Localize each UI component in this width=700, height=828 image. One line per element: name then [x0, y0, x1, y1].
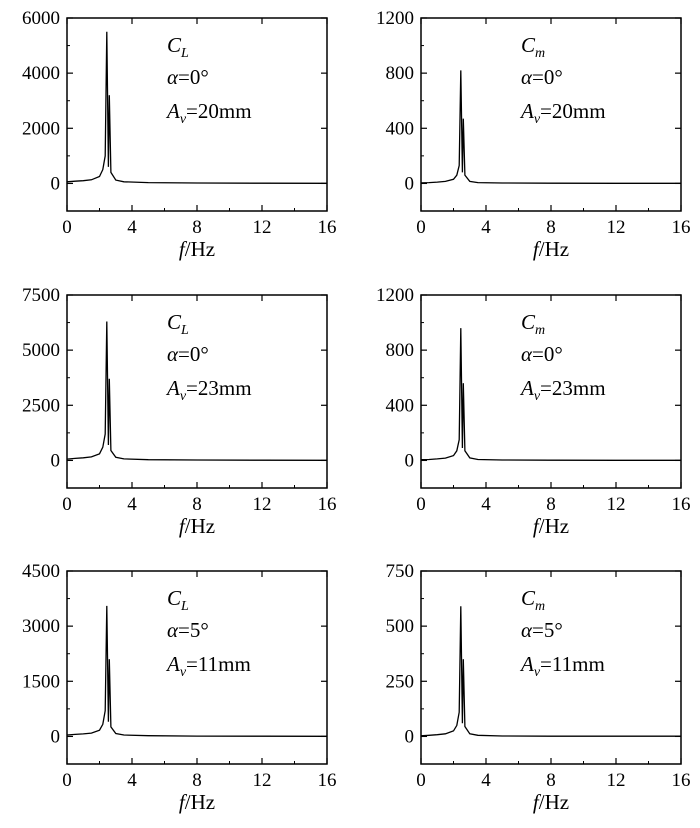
annotation-coef-symbol: C [167, 33, 182, 57]
annotation-alpha-symbol: α [521, 65, 533, 89]
annotation-amplitude [165, 99, 252, 127]
x-tick-label: 4 [481, 770, 491, 791]
y-tick-label: 750 [385, 561, 414, 582]
x-axis-label-unit: /Hz [184, 237, 216, 261]
x-axis-label-var: f [532, 514, 539, 538]
annotation-amplitude [165, 652, 251, 680]
y-tick-label: 0 [50, 726, 60, 748]
annotation-coef-subscript: m [535, 599, 546, 614]
x-tick-label: 8 [546, 494, 556, 515]
annotation-coefficient [521, 33, 545, 61]
x-tick-label: 12 [252, 217, 272, 238]
x-tick-label: 12 [606, 494, 626, 515]
x-axis-label-unit: /Hz [538, 790, 570, 814]
x-tick-label: 0 [62, 770, 72, 791]
x-axis-label [533, 790, 569, 814]
chart-panel-2 [376, 8, 691, 261]
annotation-amplitude [519, 652, 605, 680]
annotation-amp-value: =20mm [540, 99, 606, 123]
x-tick-label: 16 [317, 494, 337, 515]
annotation-alpha [167, 65, 209, 89]
x-tick-label: 0 [62, 217, 72, 238]
annotation-coefficient [521, 310, 545, 338]
chart-panel-3 [22, 285, 337, 538]
annotation-amp-value: =23mm [186, 376, 252, 400]
annotation-amp-subscript: v [533, 112, 541, 127]
x-tick-label: 8 [546, 217, 556, 238]
x-axis-label-var: f [532, 237, 539, 261]
x-tick-label: 12 [252, 770, 272, 791]
y-tick-label: 0 [404, 450, 414, 472]
annotation-coef-symbol: C [521, 310, 536, 334]
x-tick-label: 8 [546, 770, 556, 791]
annotation-alpha [167, 342, 209, 366]
x-axis-label-unit: /Hz [538, 514, 570, 538]
annotation-alpha-symbol: α [521, 342, 533, 366]
x-axis-label-var: f [178, 237, 185, 261]
x-tick-label: 16 [317, 217, 337, 238]
annotation-coef-subscript: m [535, 46, 546, 61]
annotation-amp-value: =23mm [540, 376, 606, 400]
x-tick-label: 12 [606, 770, 626, 791]
annotation-amp-subscript: v [179, 389, 187, 404]
annotation-coefficient [167, 310, 189, 338]
x-tick-label: 4 [127, 770, 137, 791]
y-tick-label: 0 [50, 173, 60, 195]
annotation-alpha [521, 342, 563, 366]
y-tick-label: 800 [385, 340, 414, 362]
annotation-alpha-symbol: α [167, 342, 179, 366]
annotation-alpha-value: =5° [178, 618, 209, 642]
x-axis-label [533, 237, 569, 261]
y-tick-label: 2500 [22, 395, 60, 417]
x-tick-label: 4 [127, 494, 137, 515]
x-tick-label: 12 [606, 217, 626, 238]
annotation-coef-subscript: L [181, 323, 189, 338]
x-tick-label: 8 [192, 494, 202, 515]
x-tick-label: 4 [481, 494, 491, 515]
x-axis-label-unit: /Hz [184, 790, 216, 814]
y-tick-label: 400 [385, 118, 414, 140]
annotation-amp-value: =20mm [186, 99, 252, 123]
x-axis-label-var: f [178, 514, 185, 538]
annotation-amp-symbol: A [521, 652, 534, 676]
y-tick-label: 2000 [22, 118, 60, 140]
annotation-coefficient [521, 586, 545, 614]
x-axis-label-unit: /Hz [538, 237, 570, 261]
y-tick-label: 400 [385, 395, 414, 417]
x-tick-label: 0 [416, 494, 426, 515]
annotation-alpha-value: =0° [532, 342, 563, 366]
annotation-coefficient [167, 586, 189, 614]
x-axis-label [179, 790, 215, 814]
x-axis-label-var: f [178, 790, 185, 814]
annotation-coef-subscript: L [181, 46, 189, 61]
x-tick-label: 0 [62, 494, 72, 515]
x-axis-label [179, 514, 215, 538]
annotation-amp-subscript: v [533, 665, 541, 680]
annotation-amp-subscript: v [533, 389, 541, 404]
chart-panel-5 [22, 561, 337, 814]
y-tick-label: 4000 [22, 63, 60, 85]
annotation-coef-subscript: L [181, 599, 189, 614]
x-tick-label: 0 [416, 770, 426, 791]
chart-panel-4 [376, 285, 691, 538]
annotation-coef-symbol: C [167, 586, 182, 610]
y-tick-label: 7500 [22, 285, 60, 306]
annotation-alpha-value: =0° [178, 65, 209, 89]
x-axis-label [179, 237, 215, 261]
y-tick-label: 1200 [376, 8, 414, 29]
y-tick-label: 1500 [22, 671, 60, 693]
annotation-amplitude [165, 376, 252, 404]
y-tick-label: 0 [50, 450, 60, 472]
y-tick-label: 0 [404, 726, 414, 748]
annotation-alpha-symbol: α [521, 618, 533, 642]
annotation-amp-symbol: A [521, 99, 534, 123]
y-tick-label: 250 [385, 671, 414, 693]
x-axis-label-var: f [532, 790, 539, 814]
annotation-amp-symbol: A [167, 99, 180, 123]
y-tick-label: 1200 [376, 285, 414, 306]
annotation-amp-symbol: A [167, 376, 180, 400]
y-tick-label: 5000 [22, 340, 60, 362]
x-axis-label [533, 514, 569, 538]
y-tick-label: 4500 [22, 561, 60, 582]
x-tick-label: 4 [127, 217, 137, 238]
annotation-alpha-symbol: α [167, 65, 179, 89]
x-tick-label: 12 [252, 494, 272, 515]
x-tick-label: 0 [416, 217, 426, 238]
annotation-alpha-value: =5° [532, 618, 563, 642]
annotation-coefficient [167, 33, 189, 61]
y-tick-label: 6000 [22, 8, 60, 29]
x-tick-label: 16 [671, 494, 691, 515]
annotation-coef-symbol: C [521, 586, 536, 610]
x-axis-label-unit: /Hz [184, 514, 216, 538]
x-tick-label: 8 [192, 770, 202, 791]
annotation-alpha [521, 65, 563, 89]
chart-panel-6 [386, 561, 691, 814]
annotation-alpha [521, 618, 563, 642]
annotation-amp-value: =11mm [540, 652, 605, 676]
annotation-coef-symbol: C [167, 310, 182, 334]
y-tick-label: 3000 [22, 616, 60, 638]
annotation-coef-symbol: C [521, 33, 536, 57]
x-tick-label: 16 [671, 770, 691, 791]
annotation-coef-subscript: m [535, 323, 546, 338]
x-tick-label: 16 [317, 770, 337, 791]
y-tick-label: 500 [385, 616, 414, 638]
x-tick-label: 4 [481, 217, 491, 238]
annotation-amplitude [519, 99, 606, 127]
annotation-alpha-value: =0° [178, 342, 209, 366]
annotation-amp-symbol: A [167, 652, 180, 676]
annotation-amp-symbol: A [521, 376, 534, 400]
annotation-alpha-value: =0° [532, 65, 563, 89]
x-tick-label: 16 [671, 217, 691, 238]
chart-panel-1 [22, 8, 337, 261]
annotation-alpha-symbol: α [167, 618, 179, 642]
annotation-amp-subscript: v [179, 112, 187, 127]
annotation-amplitude [519, 376, 606, 404]
y-tick-label: 800 [385, 63, 414, 85]
annotation-alpha [167, 618, 209, 642]
annotation-amp-value: =11mm [186, 652, 251, 676]
x-tick-label: 8 [192, 217, 202, 238]
y-tick-label: 0 [404, 173, 414, 195]
annotation-amp-subscript: v [179, 665, 187, 680]
